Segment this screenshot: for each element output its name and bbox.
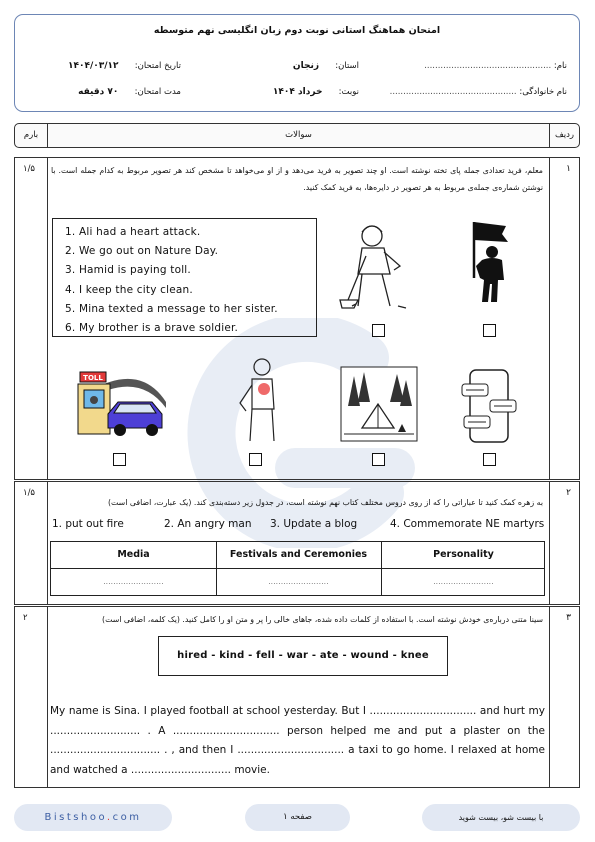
question-instruction: معلم، فرید تعدادی جمله پای تخته نوشته است. او چند تصویر به فرید می‌دهد و از او می‌خواهد تا مشخص کند هر تصویر مربوط به کدام جمله است. با نوشتن شماره‌ی جمله‌ی مربوط به هر تصویر در دایره‌ها، به فرید کمک کنید. bbox=[51, 166, 543, 192]
phone-messages-image bbox=[460, 366, 518, 446]
name-row bbox=[424, 61, 567, 71]
slogan-badge: با بیست شو، بیست شوید bbox=[422, 804, 580, 831]
province-value: زنجان bbox=[292, 61, 320, 71]
family-row bbox=[390, 87, 567, 97]
score-column-header: بارم bbox=[23, 130, 39, 140]
soldier-with-flag-image bbox=[462, 218, 517, 306]
name-label: نام: bbox=[553, 61, 567, 71]
table-header bbox=[14, 123, 580, 148]
date-row bbox=[68, 61, 181, 71]
duration-label: مدت امتحان: bbox=[134, 87, 181, 97]
fill-in-paragraph[interactable]: My name is Sina. I played football at school yesterday. But I ................................ and hurt my ........................... . A ................................ person helped me and put a plaster on the ................................. . , and then I ................................ a taxi to go home. I relaxed at home and watched a .............................. movie. bbox=[50, 705, 545, 776]
answer-cell-personality[interactable]: ........................ bbox=[433, 578, 494, 586]
family-label: نام خانوادگی: bbox=[519, 87, 567, 97]
phrase-item: 1. put out fire bbox=[52, 518, 124, 530]
question-number: ۱ bbox=[566, 164, 571, 174]
site-badge[interactable] bbox=[14, 804, 172, 831]
date-label: تاریخ امتحان: bbox=[134, 61, 181, 71]
column-header-festivals: Festivals and Ceremonies bbox=[229, 549, 368, 560]
duration-row bbox=[78, 87, 181, 97]
camping-in-nature-image bbox=[340, 366, 418, 442]
family-blank[interactable]: ............................................... bbox=[389, 87, 517, 97]
toll-sign-text: TOLL bbox=[83, 374, 103, 382]
answer-cell-festivals[interactable]: ........................ bbox=[268, 578, 329, 586]
exam-title: امتحان هماهنگ استانی نوبت دوم زبان انگلیسی نهم متوسطه bbox=[153, 25, 441, 36]
answer-box-heart[interactable] bbox=[249, 453, 262, 466]
answer-box-sweeping[interactable] bbox=[372, 324, 385, 337]
sentence-item: 3. Hamid is paying toll. bbox=[65, 264, 191, 277]
sentences-box bbox=[52, 218, 317, 337]
question-score: ۲ bbox=[23, 613, 28, 623]
phrase-item: 3. Update a blog bbox=[270, 518, 358, 530]
term-value: خرداد ۱۴۰۴ bbox=[272, 87, 323, 97]
questions-column-header: سوالات bbox=[285, 130, 312, 140]
exam-header bbox=[14, 14, 580, 112]
date-value: ۱۴۰۴/۰۳/۱۲ bbox=[67, 61, 119, 71]
column-header-media: Media bbox=[117, 549, 150, 560]
boy-sweeping-street-image bbox=[336, 222, 416, 312]
row-column-header: ردیف bbox=[554, 130, 575, 140]
sentence-item: 6. My brother is a brave soldier. bbox=[65, 322, 239, 335]
sentence-item: 5. Mina texted a message to her sister. bbox=[65, 302, 278, 315]
category-table bbox=[50, 541, 545, 596]
name-blank[interactable]: ............................................... bbox=[424, 61, 552, 71]
question-score: ۱/۵ bbox=[23, 488, 35, 498]
answer-cell-media[interactable]: ........................ bbox=[103, 578, 164, 586]
phrase-item: 4. Commemorate NE martyrs bbox=[390, 518, 545, 530]
sentence-item: 2. We go out on Nature Day. bbox=[65, 245, 219, 258]
site-dot: . bbox=[106, 812, 113, 823]
province-label: استان: bbox=[335, 61, 359, 71]
site-suffix: com bbox=[112, 812, 142, 823]
term-row bbox=[273, 87, 359, 97]
question-instruction: سینا متنی درباره‌ی خودش نوشته است. با استفاده از کلمات داده شده، جاهای خالی را پر و متن او را کامل کنید. (یک کلمه، اضافی است) bbox=[102, 615, 543, 624]
site-prefix: Bistshoo bbox=[44, 812, 107, 823]
page-number: صفحه ۱ bbox=[245, 804, 350, 831]
question-number: ۲ bbox=[566, 488, 571, 498]
column-header-personality: Personality bbox=[433, 549, 494, 560]
answer-box-toll[interactable] bbox=[113, 453, 126, 466]
province-row bbox=[293, 61, 359, 71]
sentence-item: 1. Ali had a heart attack. bbox=[65, 226, 201, 238]
term-label: نوبت: bbox=[338, 87, 359, 97]
question-instruction: به زهره کمک کنید تا عباراتی را که از روی دروس مختلف کتاب نهم نوشته است، در جدول زیر دسته‌بندی کند. (یک عبارت، اضافی است) bbox=[107, 498, 543, 507]
man-heart-pain-image bbox=[226, 355, 286, 445]
answer-box-phone[interactable] bbox=[483, 453, 496, 466]
duration-value: ۷۰ دقیقه bbox=[78, 87, 119, 97]
sentence-item: 4. I keep the city clean. bbox=[65, 283, 193, 296]
question-score: ۱/۵ bbox=[23, 164, 35, 174]
question-number: ۳ bbox=[566, 613, 571, 623]
phrase-item: 2. An angry man bbox=[164, 518, 252, 530]
toll-booth-car-image bbox=[74, 368, 166, 440]
answer-box-camping[interactable] bbox=[372, 453, 385, 466]
word-bank: hired - kind - fell - war - ate - wound - knee bbox=[158, 636, 448, 676]
answer-box-soldier[interactable] bbox=[483, 324, 496, 337]
